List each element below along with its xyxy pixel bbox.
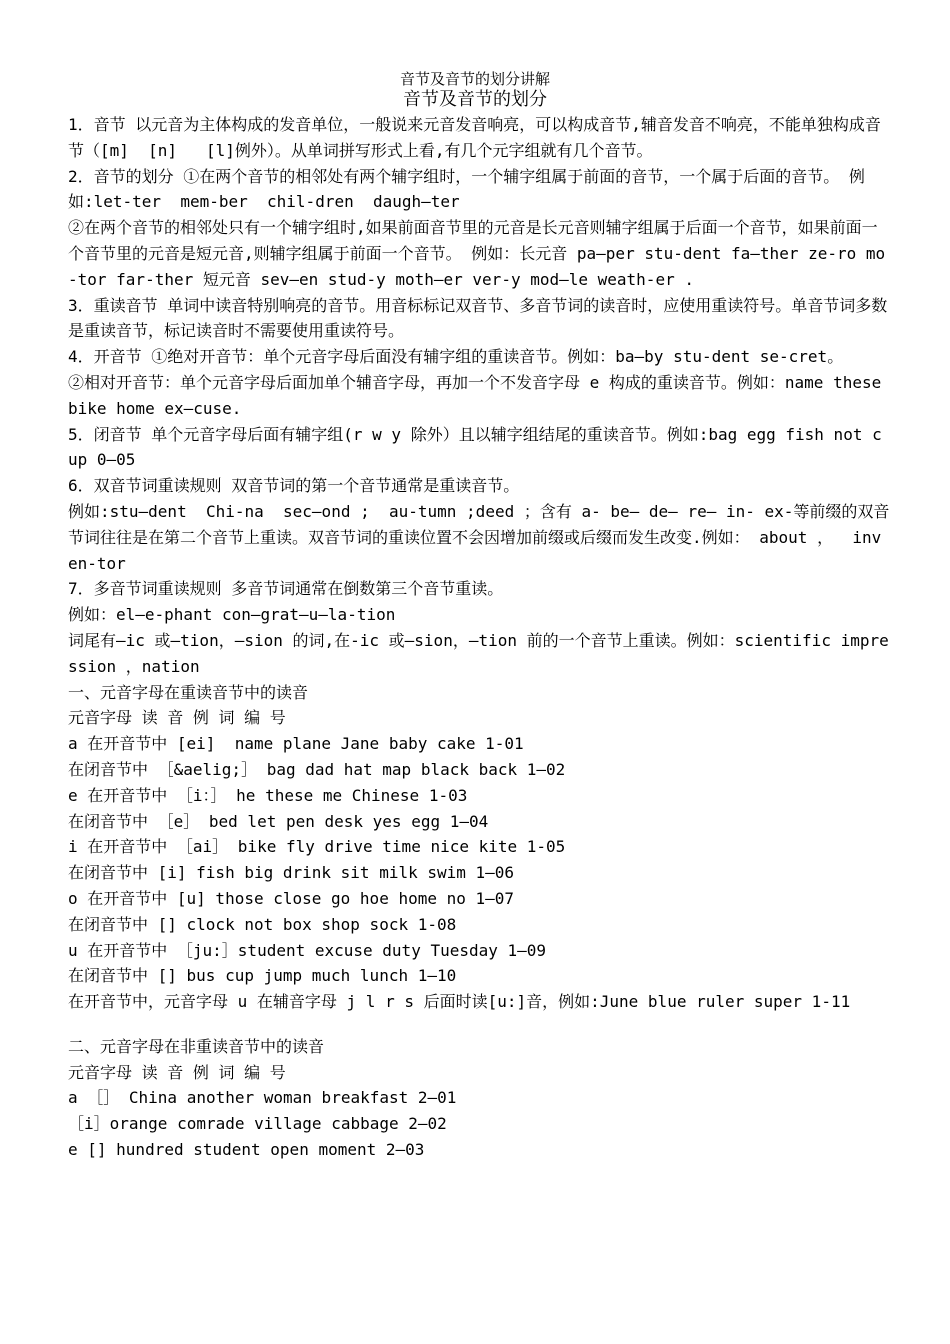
- paragraph: a ［］ China another woman breakfast 2—01: [68, 1088, 457, 1108]
- paragraph: 在闭音节中 ［&aelig;］ bag dad hat map black back 1—02: [68, 759, 566, 779]
- paragraph: 例如：el—e-phant con—grat—u—la-tion: [68, 605, 396, 625]
- paragraph: 在闭音节中 [] clock not box shop sock 1-08: [68, 914, 457, 934]
- document-body: [68, 112, 890, 1163]
- paragraph: 例如:stu—dent Chi-na sec—ond ; au-tumn ;deed ；含有 a- be— de— re— in- ex-等前缀的双音节词往往是在第二个音节上重读。双音节词的重读位置不会因增加前缀或后缀而发生改变.例如： about ， inven-tor: [68, 501, 890, 573]
- paragraph: e 在开音节中 ［i：］ he these me Chinese 1-03: [68, 785, 468, 805]
- paragraph: a 在开音节中 [ei] name plane Jane baby cake 1-01: [68, 734, 524, 754]
- paragraph: i 在开音节中 ［ai］ bike fly drive time nice kite 1-05: [68, 837, 566, 857]
- paragraph: 一、元音字母在重读音节中的读音: [68, 682, 309, 702]
- paragraph: ②在两个音节的相邻处只有一个辅字组时,如果前面音节里的元音是长元音则辅字组属于后面一个音节，如果前面一个音节里的元音是短元音,则辅字组属于前面一个音节。 例如：长元音 pa—per stu-dent fa—ther ze-ro mo-tor far-ther 短元音 sev—en stud-y moth—er ver-y mod—le weath-er .: [68, 218, 886, 289]
- paragraph: 元音字母 读 音 例 词 编 号: [68, 1062, 286, 1082]
- paragraph: 词尾有—ic 或—tion，—sion 的词,在-ic 或—sion，—tion 前的一个音节上重读。例如：scientific impression ，nation: [68, 630, 889, 676]
- paragraph: 6．双音节词重读规则 双音节词的第一个音节通常是重读音节。: [68, 476, 520, 496]
- paragraph: 元音字母 读 音 例 词 编 号: [68, 708, 286, 728]
- paragraph: 3．重读音节 单词中读音特别响亮的音节。用音标标记双音节、多音节词的读音时，应使用重读符号。单音节词多数是重读音节，标记读音时不需要使用重读符号。: [68, 295, 888, 341]
- paragraph: 1．音节 以元音为主体构成的发音单位，一般说来元音发音响亮，可以构成音节,辅音发音不响亮，不能单独构成音节（[m] [n] [l]例外）。从单词拼写形式上看,有几个元字组就有几个音节。: [68, 115, 881, 160]
- paragraph: u 在开音节中 ［ju:］student excuse duty Tuesday 1—09: [68, 940, 547, 960]
- document-subtitle: 音节及音节的划分: [403, 89, 547, 110]
- paragraph: ［i］orange comrade village cabbage 2—02: [68, 1114, 447, 1134]
- paragraph: 二、元音字母在非重读音节中的读音: [68, 1036, 325, 1056]
- paragraph: 4．开音节 ①绝对开音节：单个元音字母后面没有辅字组的重读音节。例如：ba—by stu-dent se-cret。: [68, 347, 844, 367]
- paragraph: e [] hundred student open moment 2—03: [68, 1140, 425, 1160]
- paragraph: ②相对开音节：单个元音字母后面加单个辅音字母，再加一个不发音字母 e 构成的重读音节。例如：name these bike home ex—cuse.: [68, 372, 891, 418]
- blank-line: [68, 1015, 890, 1034]
- paragraph: 在闭音节中 ［e］ bed let pen desk yes egg 1—04: [68, 811, 489, 831]
- paragraph: 在闭音节中 [i] fish big drink sit milk swim 1—06: [68, 863, 515, 883]
- paragraph: o 在开音节中 [u] those close go hoe home no 1—07: [68, 888, 515, 908]
- paragraph: 7．多音节词重读规则 多音节词通常在倒数第三个音节重读。: [68, 579, 504, 599]
- paragraph: 2．音节的划分 ①在两个音节的相邻处有两个辅字组时，一个辅字组属于前面的音节，一个属于后面的音节。 例如:let-ter mem-ber chil-dren daugh—ter: [68, 166, 865, 212]
- document-title: 音节及音节的划分讲解: [399, 70, 550, 88]
- paragraph: 在开音节中，元音字母 u 在辅音字母 j l r s 后面时读[u:]音，例如:June blue ruler super 1-11: [68, 992, 851, 1012]
- paragraph: 在闭音节中 [] bus cup jump much lunch 1—10: [68, 966, 457, 986]
- paragraph: 5．闭音节 单个元音字母后面有辅字组(r w y 除外）且以辅字组结尾的重读音节。例如:bag egg fish not cup 0—05: [68, 424, 882, 470]
